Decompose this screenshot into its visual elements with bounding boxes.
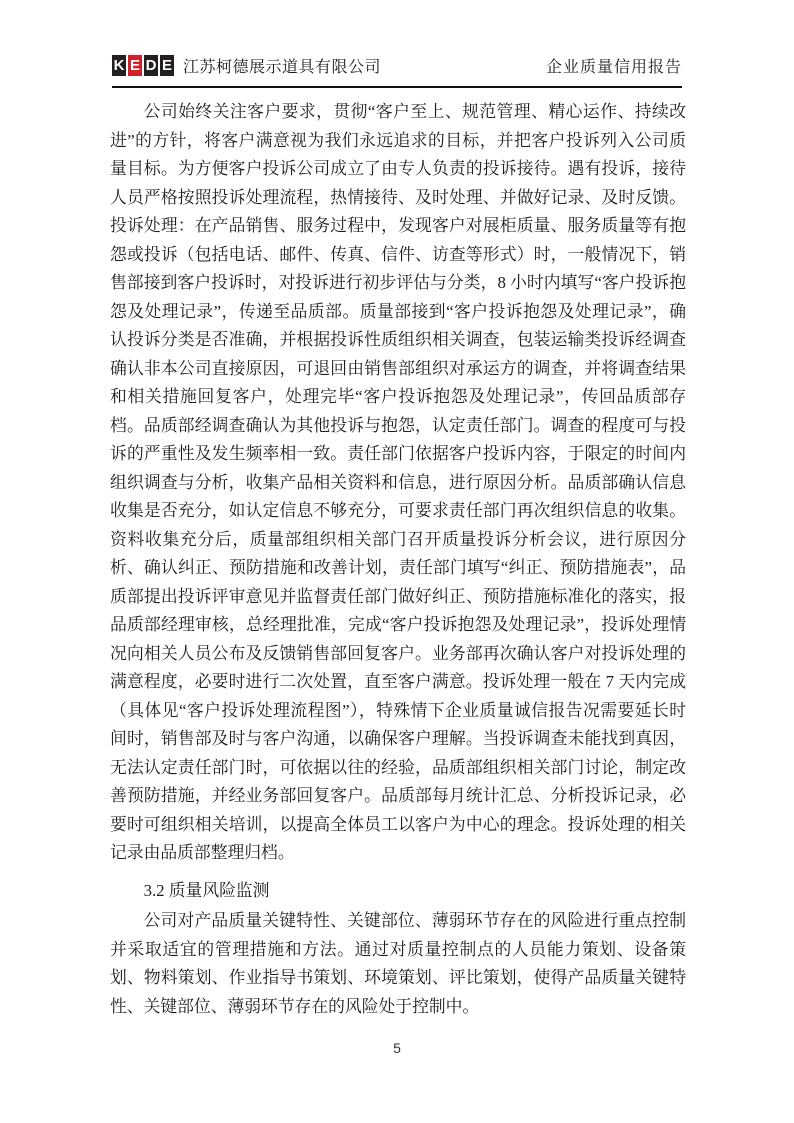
logo-letter-e1: E (129, 57, 140, 74)
logo-letter-k: K (113, 57, 125, 74)
section-heading-3-2: 3.2 质量风险监测 (143, 880, 270, 900)
logo-letter-d: D (145, 57, 157, 74)
paragraph-quality-risk: 公司对产品质量关键特性、关键部位、薄弱环节存在的风险进行重点控制并采取适宜的管理措施和方法。通过对质量控制点的人员能力策划、设备策划、物料策划、作业指导书策划、环境策划、评比策划，使得产品质量关键特性、关键部位、薄弱环节存在的风险处于控制中。 (110, 911, 686, 1016)
company-name: 江苏柯德展示道具有限公司 (183, 59, 382, 76)
logo-letter-e2: E (161, 57, 172, 74)
report-title: 企业质量信用报告 (545, 59, 682, 76)
page-header (112, 50, 682, 88)
header-left (112, 54, 381, 77)
kede-logo (112, 55, 174, 76)
paragraph-complaint-handling: 公司始终关注客户要求，贯彻“客户至上、规范管理、精心运作、持续改进”的方针，将客户满意视为我们永远追求的目标，并把客户投诉列入公司质量目标。为方便客户投诉公司成立了由专人负责的投诉接待。遇有投诉，接待人员严格按照投诉处理流程，热情接待、及时处理、并做好记录、及时反馈。投诉处理：在产品销售、服务过程中，发现客户对展柜质量、服务质量等有抱怨或投诉（包括电话、邮件、传真、信件、访查等形式）时，一般情况下，销售部接到客户投诉时，对投诉进行初步评估与分类，8 小时内填写“客户投诉抱怨及处理记录”，传递至品质部。质量部接到“客户投诉抱怨及处理记录”，确认投诉分类是否准确，并根据投诉性质组织相关调查，包装运输类投诉经调查确认非本公司直接原因，可退回由销售部组织对承运方的调查，并将调查结果和相关措施回复客户，处理完毕“客户投诉抱怨及处理记录”，传回品质部存档。品质部经调查确认为其他投诉与抱怨，认定责任部门。调查的程度可与投诉的严重性及发生频率相一致。责任部门依据客户投诉内容，于限定的时间内组织调查与分析，收集产品相关资料和信息，进行原因分析。品质部确认信息收集是否充分，如认定信息不够充分，可要求责任部门再次组织信息的收集。资料收集充分后，质量部组织相关部门召开质量投诉分析会议，进行原因分析、确认纠正、预防措施和改善计划，责任部门填写“纠正、预防措施表”，品质部提出投诉评审意见并监督责任部门做好纠正、预防措施标准化的落实，报品质部经理审核，总经理批准，完成“客户投诉抱怨及处理记录”，投诉处理情况向相关人员公布及反馈销售部回复客户。业务部再次确认客户对投诉处理的满意程度，必要时进行二次处置，直至客户满意。投诉处理一般在 7 天内完成（具体见“客户投诉处理流程图”），特殊情下企业质量诚信报告况需要延长时间时，销售部及时与客户沟通，以确保客户理解。当投诉调查未能找到真因，无法认定责任部门时，可依据以往的经验，品质部组织相关部门讨论，制定改善预防措施，并经业务部回复客户。品质部每月统计汇总、分析投诉记录，必要时可组织相关培训，以提高全体员工以客户为中心的理念。投诉处理的相关记录由品质部整理归档。 (110, 102, 686, 862)
page-number: 5 (393, 1040, 401, 1056)
document-body (110, 98, 686, 1021)
